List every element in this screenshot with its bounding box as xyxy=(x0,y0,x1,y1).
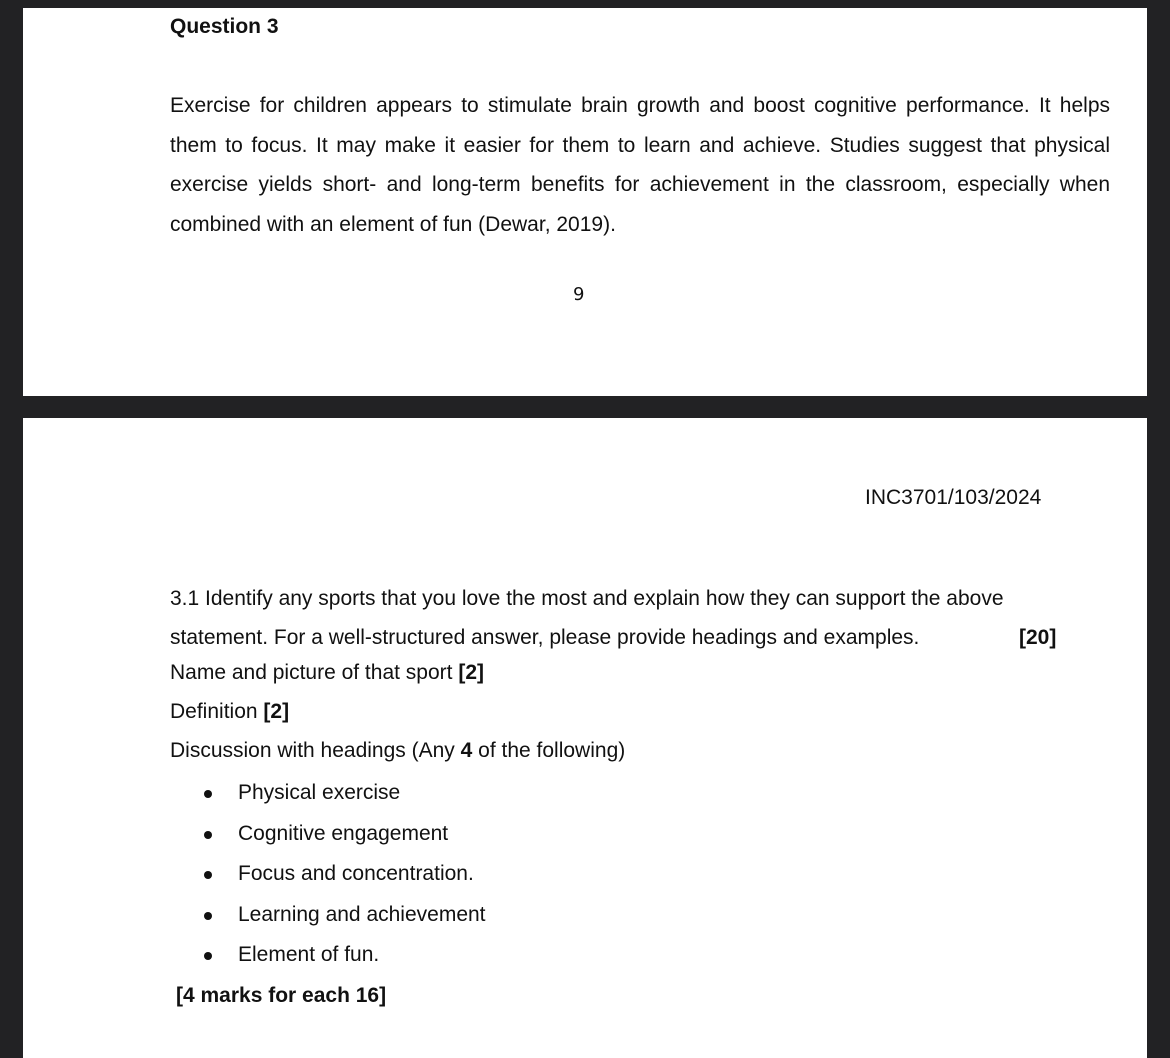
footer-marks: [4 marks for each 16] xyxy=(176,984,387,1007)
bullet-icon xyxy=(204,952,212,960)
question-3-1-marks: [20] xyxy=(1019,626,1057,649)
list-item-label: Focus and concentration. xyxy=(238,862,474,885)
bullet-icon xyxy=(204,871,212,879)
definition-label: Definition xyxy=(170,700,264,723)
question-3-1-line-1: 3.1 Identify any sports that you love the most and explain how they can support the above xyxy=(170,587,1004,610)
definition-marks: [2] xyxy=(263,700,290,723)
discussion-suffix: of the following) xyxy=(472,739,626,762)
list-item xyxy=(170,820,486,861)
question-3-1-line-2: statement. For a well-structured answer, please provide headings and examples. xyxy=(170,626,920,649)
list-item xyxy=(170,941,486,982)
name-picture-line xyxy=(170,661,484,685)
question-heading: Question 3 xyxy=(170,15,279,38)
list-item xyxy=(170,901,486,942)
name-picture-marks: [2] xyxy=(458,661,484,684)
discussion-line xyxy=(170,739,625,763)
list-item xyxy=(170,860,486,901)
question-3-1 xyxy=(170,579,1110,657)
document-code: INC3701/103/2024 xyxy=(865,486,1042,509)
question-3-1-line-2-wrap xyxy=(170,618,1110,657)
discussion-bullet-list xyxy=(170,779,486,982)
list-item xyxy=(170,779,486,820)
definition-line xyxy=(170,700,289,724)
bullet-icon xyxy=(204,831,212,839)
intro-paragraph: Exercise for children appears to stimulate brain growth and boost cognitive performance. It helps them to focus. It may make it easier for them to learn and achieve. Studies suggest that physical exercise yields short- and long-term benefits for achievement in the classroom, especially when combined with an element of fun (Dewar, 2019). xyxy=(170,94,1110,236)
document-page-bottom xyxy=(23,418,1147,1058)
bullet-icon xyxy=(204,912,212,920)
name-picture-label: Name and picture of that sport xyxy=(170,661,459,684)
list-item-label: Element of fun. xyxy=(238,943,380,966)
discussion-prefix: Discussion with headings (Any xyxy=(170,739,461,762)
list-item-label: Learning and achievement xyxy=(238,902,486,926)
list-item-label: Cognitive engagement xyxy=(238,821,449,845)
document-page-top xyxy=(23,8,1147,396)
page-number: 9 xyxy=(573,284,585,305)
list-item-label: Physical exercise xyxy=(238,781,401,804)
bullet-icon xyxy=(204,790,212,798)
discussion-count: 4 xyxy=(460,739,473,762)
